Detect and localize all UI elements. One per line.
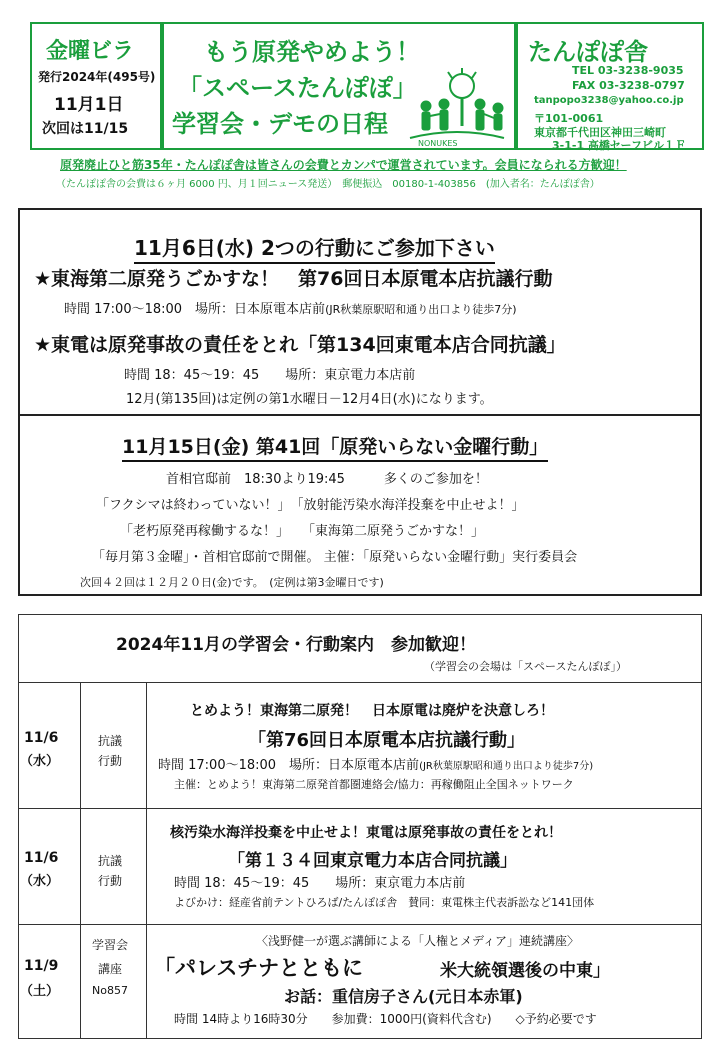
row2-line2: 「第１３４回東京電力本店合同抗議」 [228, 851, 517, 871]
row3-day: （土） [20, 984, 60, 999]
row1-line3-small: (JR秋葉原駅昭和通り出口より徒歩7分) [419, 761, 594, 772]
section1-item1-detail-small: (JR秋葉原駅昭和通り出口より徒歩7分) [325, 303, 517, 316]
slogan-line2: 「スペースたんぽぽ」 [178, 74, 417, 102]
row3-line3: お話：重信房子さん(元日本赤軍) [284, 987, 523, 1006]
row3-type3: No857 [92, 984, 128, 997]
schedule-heading: 2024年11月の学習会・行動案内 参加歓迎！ [116, 635, 476, 655]
next-issue: 次回は11/15 [42, 121, 129, 137]
row1-type1: 抗議 [98, 734, 123, 748]
org-postal: 〒101-0061 [534, 112, 604, 125]
section1-item2-note: 12月(第135回)は定例の第1水曜日－12月4日(水)になります。 [126, 392, 493, 407]
row1-date: 11/6 [24, 730, 59, 746]
section2-line5: 次回４２回は１２月２０日(金)です。 (定例は第3金曜日です) [80, 576, 384, 589]
section1-item1-detail: 時間 17:00～18:00 場所：日本原電本店前 [64, 302, 326, 317]
header-org-box [516, 22, 704, 150]
row2-type2: 行動 [98, 874, 123, 888]
org-tel: TEL 03-3238-9035 [572, 64, 684, 77]
row3-type2: 講座 [98, 962, 123, 976]
row1-line4: 主催：とめよう！東海第二原発首都圏連絡会/協力：再稼働阻止全国ネットワーク [174, 778, 574, 791]
row3-date: 11/9 [24, 958, 59, 974]
row3-type1: 学習会 [92, 938, 129, 952]
row2-line4: よびかけ：経産省前テントひろば/たんぽぽ舎 賛同：東電株主代表訴訟など141団体 [174, 896, 595, 909]
header-slogan-box [162, 22, 516, 150]
section1-item2-detail: 時間 18：45～19：45 場所：東京電力本店前 [124, 368, 416, 383]
schedule-venue-note: （学習会の会場は「スペースたんぽぽ」） [424, 660, 627, 673]
row3-line4: 時間 14時より16時30分 参加費：1000円(資料代含む) ◇予約必要です [174, 1012, 597, 1026]
membership-fee-notice: （たんぽぽ舎の会費は６ヶ月 6000 円、月１回ニュース発送） 郵便振込 00180-1-403856 (加入者名：たんぽぽ舎） [56, 179, 600, 190]
issue-number: 発行2024年(495号) [38, 70, 156, 84]
section2-line2: 「フクシマは終わっていない！」 「放射能汚染水海洋投棄を中止せよ！」 [96, 498, 525, 513]
row2-line1: 核汚染水海洋投棄を中止せよ！東電は原発事故の責任をとれ！ [170, 825, 562, 841]
row2-line3: 時間 18：45～19：45 場所：東京電力本店前 [174, 876, 466, 891]
org-email: tanpopo3238@yahoo.co.jp [534, 95, 684, 106]
section2-line4: 「毎月第３金曜」・首相官邸前で開催。 主催：「原発いらない金曜行動」実行委員会 [92, 550, 578, 565]
section2-heading: 11月15日(金) 第41回「原発いらない金曜行動」 [122, 432, 548, 462]
header-issue-box [30, 22, 162, 150]
row1-day: （水） [20, 754, 60, 769]
row1-type2: 行動 [98, 754, 123, 768]
org-address-2: 3-1-1 高橋セーフビル１Ｆ [552, 139, 686, 152]
slogan-line3: 学習会・デモの日程 [172, 110, 388, 138]
section1-item2-title: ★東電は原発事故の責任をとれ「第134回東電本店合同抗議」 [34, 334, 566, 356]
row1-line3: 時間 17:00～18:00 場所：日本原電本店前 [158, 758, 420, 773]
org-address-1: 東京都千代田区神田三崎町 [534, 126, 666, 139]
row1-line2: 「第76回日本原電本店抗議行動」 [248, 730, 526, 751]
org-fax: FAX 03-3238-0797 [572, 79, 685, 92]
org-name: たんぽぽ舎 [528, 38, 648, 66]
membership-notice: 原発廃止ひと筋35年・たんぽぽ舎は皆さんの会費とカンパで運営されています。会員になられる方歓迎！ [60, 158, 627, 172]
row3-line1: 〈浅野健一が選ぶ講師による「人権とメディア」連続講座〉 [256, 934, 580, 948]
issue-date: 11月1日 [54, 95, 124, 115]
row3-line2a: 「パレスチナとともに [154, 956, 363, 980]
section1-heading: 11月6日(水) 2つの行動にご参加下さい [134, 232, 495, 264]
row2-day: （水） [20, 874, 60, 889]
row1-line1: とめよう！東海第二原発！ 日本原電は廃炉を決意しろ！ [190, 703, 554, 719]
slogan-line1: もう原発やめよう！ [204, 38, 420, 66]
flyer-title: 金曜ビラ [46, 39, 135, 64]
row3-line2b: 米大統領選後の中東」 [440, 961, 610, 981]
section2-line3: 「老朽原発再稼働するな！」 「東海第二原発うごかすな！」 [120, 524, 485, 539]
row2-date: 11/6 [24, 850, 59, 866]
row2-type1: 抗議 [98, 854, 123, 868]
section2-line1: 首相官邸前 18:30より19:45 多くのご参加を！ [166, 472, 488, 487]
section1-item1-title: ★東海第二原発うごかすな！ 第76回日本原電本店抗議行動 [34, 268, 553, 290]
events-divider [18, 414, 702, 416]
dandelion-people-illustration [404, 64, 510, 148]
svg-text:NONUKES: NONUKES [418, 139, 458, 148]
